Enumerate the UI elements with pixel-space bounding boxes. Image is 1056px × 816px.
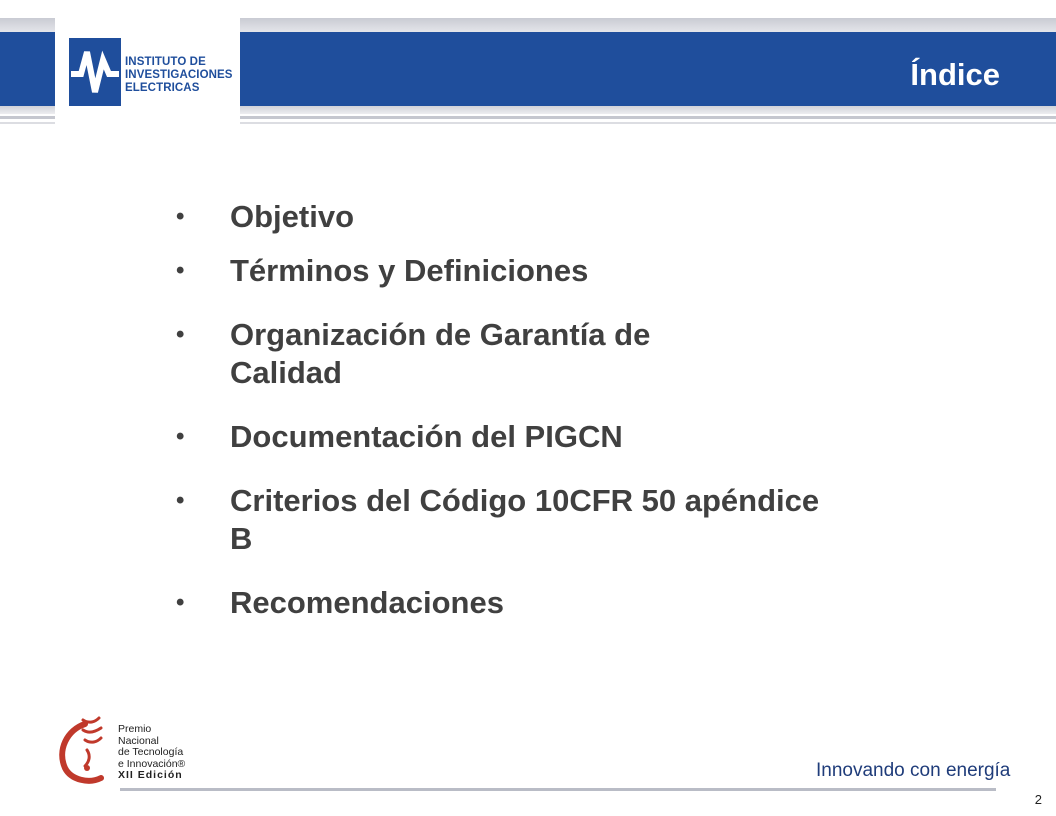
bullet-text: Organización de Garantía de Calidad [230,317,651,390]
bullet-item [176,316,750,392]
bullet-text: Objetivo [230,199,355,234]
bullet-dot-icon: • [176,589,185,616]
bullet-text: Criterios del Código 10CFR 50 apéndice B [230,483,820,556]
bullet-list [176,198,820,622]
bullet-item [176,252,816,290]
premio-nacional-logo [55,716,215,786]
slide-title: Índice [910,57,1000,92]
bullet-item [176,584,816,622]
page-number: 2 [1034,792,1042,807]
bullet-item [176,482,830,558]
institute-name-line: ELECTRICAS [125,82,200,94]
footer-rule [120,788,996,791]
bullet-dot-icon: • [176,321,185,348]
slide-header [0,0,1056,130]
premio-nacional-text [118,724,218,782]
premio-line: de Tecnología [118,746,184,758]
bullet-item [176,198,816,236]
institute-name-line: INVESTIGACIONES [125,69,233,81]
bullet-text: Documentación del PIGCN [230,419,623,454]
premio-line: Nacional [118,734,159,747]
bullet-text: Términos y Definiciones [230,253,589,288]
institute-logo [55,18,240,130]
bullet-text: Recomendaciones [230,585,504,620]
bullet-dot-icon: • [176,487,185,514]
premio-line: Premio [118,723,152,735]
premio-edition: XII Edición [118,769,183,781]
iie-logo-icon [69,38,121,106]
slogan: Innovando con energía [816,760,1011,781]
bullet-item [176,418,816,456]
institute-name [125,56,237,95]
bullet-dot-icon: • [176,203,185,230]
bullet-dot-icon: • [176,257,185,284]
premio-line: e Innovación® [118,757,186,770]
bullet-dot-icon: • [176,423,185,450]
institute-name-line: INSTITUTO DE [125,56,206,68]
premio-nacional-logo-icon [55,716,117,786]
